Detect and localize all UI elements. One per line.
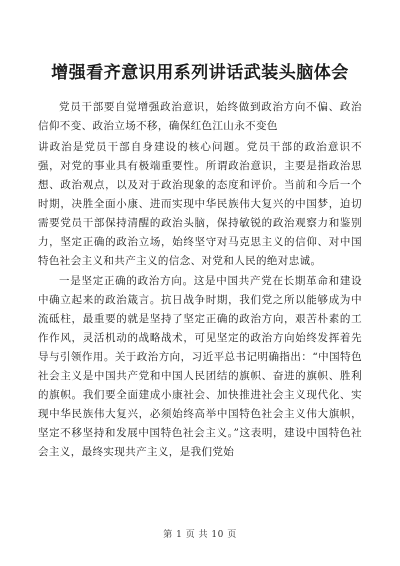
body-paragraph: 一是坚定正确的政治方向。这是中国共产党在长期革命和建设中确立起来的政治箴言。抗日战争时期，我们党之所以能够成为中流砥柱，最重要的就是坚持了坚定正确的政治方向，艰苦朴素的工作作风，灵活机动的战略战术，可见坚定的政治方向始终发挥着先导与引领作用。关于政治方向，习近平总书记明确指出：“中国特色社会主义是中国共产党和中国人民团结的旗帜、奋进的旗帜、胜利的旗帜。我们要全面建成小康社会、加快推进社会主义现代化、实现中华民族伟大复兴，必须始终高举中国特色社会主义伟大旗帜，坚定不移坚持和发展中国特色社会主义。”这表明，建设中国特色社会主义，最终实现共产主义，是我们党始 <box>38 275 362 458</box>
document-title: 增强看齐意识用系列讲话武装头脑体会 <box>51 63 349 83</box>
document-subtitle: 党员干部要自觉增强政治意识，始终做到政治方向不偏、政治信仰不变、政治立场不移，确保红色江山永不变色 <box>38 101 362 132</box>
body-paragraph: 讲政治是党员干部自身建设的核心问题。党员干部的政治意识不强，对党的事业具有极端重要性。所谓政治意识，主要是指政治思想、政治观点，以及对于政治现象的态度和评价。当前和今后一个时期，决胜全面小康、进而实现中华民族伟大复兴的中国梦，迫切需要党员干部保持清醒的政治头脑，保持敏锐的政治观察力和鉴别力，坚定正确的政治立场，始终坚守对马克思主义的信仰、对中国特色社会主义和共产主义的信念、对党和人民的绝对忠诚。 <box>38 141 362 267</box>
page-number-footer: 第 1 页 共 10 页 <box>163 530 237 540</box>
